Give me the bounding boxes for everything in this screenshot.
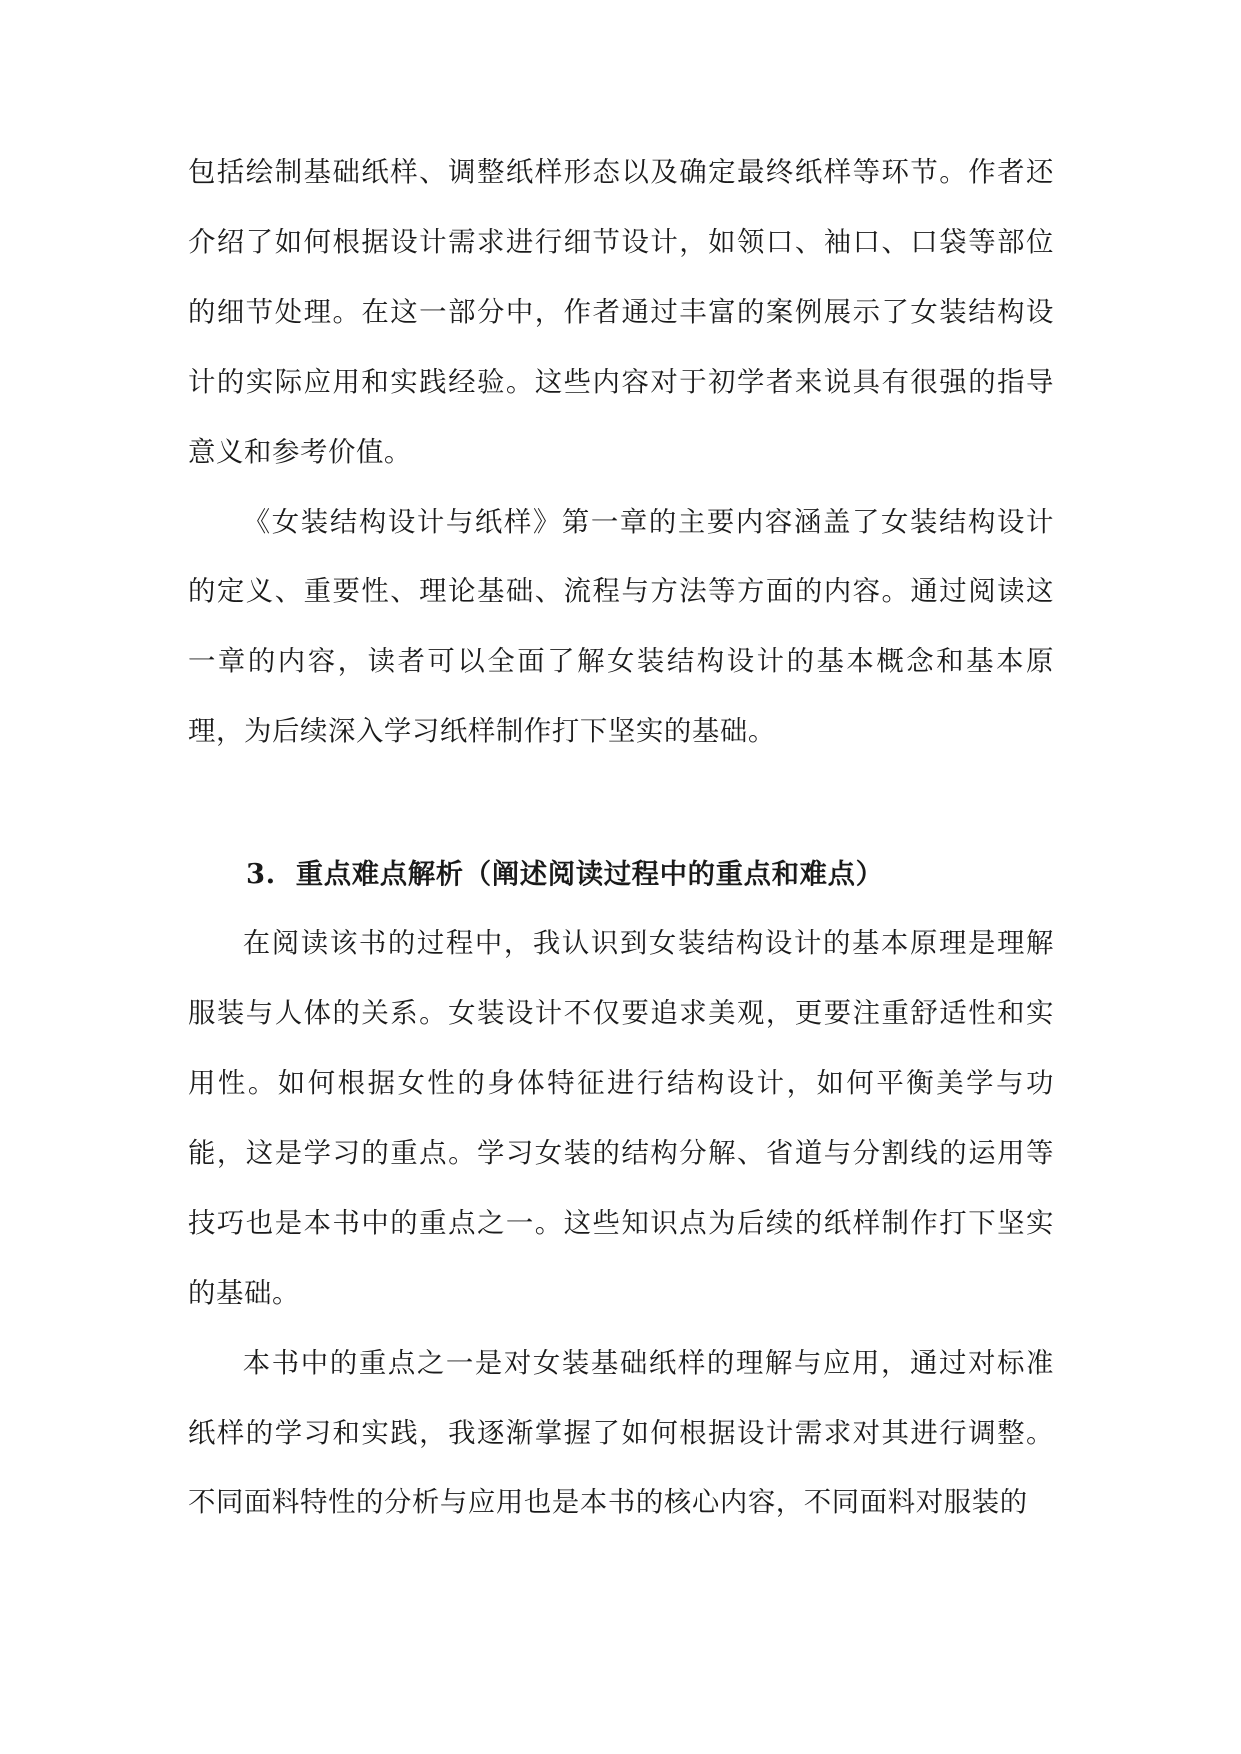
paragraph-basic-pattern: 本书中的重点之一是对女装基础纸样的理解与应用，通过对标准纸样的学习和实践，我逐渐掌握了如何根据设计需求对其进行调整。不同面料特性的分析与应用也是本书的核心内容，不同面料对服装的 <box>188 1347 1054 1519</box>
paragraph-key-points: 在阅读该书的过程中，我认识到女装结构设计的基本原理是理解服装与人体的关系。女装设计不仅要追求美观，更要注重舒适性和实用性。如何根据女性的身体特征进行结构设计，如何平衡美学与功能，这是学习的重点。学习女装的结构分解、省道与分割线的运用等技巧也是本书中的重点之一。这些知识点为后续的纸样制作打下坚实的基础。 <box>188 928 1054 1309</box>
section-number: 3. <box>246 858 276 891</box>
section-spacer <box>188 767 1054 839</box>
section-heading <box>188 839 1054 909</box>
section-title: 重点难点解析（阐述阅读过程中的重点和难点） <box>295 858 884 891</box>
paragraph-chapter-one-summary: 《女装结构设计与纸样》第一章的主要内容涵盖了女装结构设计的定义、重要性、理论基础、流程与方法等方面的内容。通过阅读这一章的内容，读者可以全面了解女装结构设计的基本概念和基本原理，为后续深入学习纸样制作打下坚实的基础。 <box>188 506 1054 748</box>
document-body <box>188 138 1054 1538</box>
paragraph-process-description: 包括绘制基础纸样、调整纸样形态以及确定最终纸样等环节。作者还介绍了如何根据设计需求进行细节设计，如领口、袖口、口袋等部位的细节处理。在这一部分中，作者通过丰富的案例展示了女装结构设计的实际应用和实践经验。这些内容对于初学者来说具有很强的指导意义和参考价值。 <box>188 157 1054 468</box>
